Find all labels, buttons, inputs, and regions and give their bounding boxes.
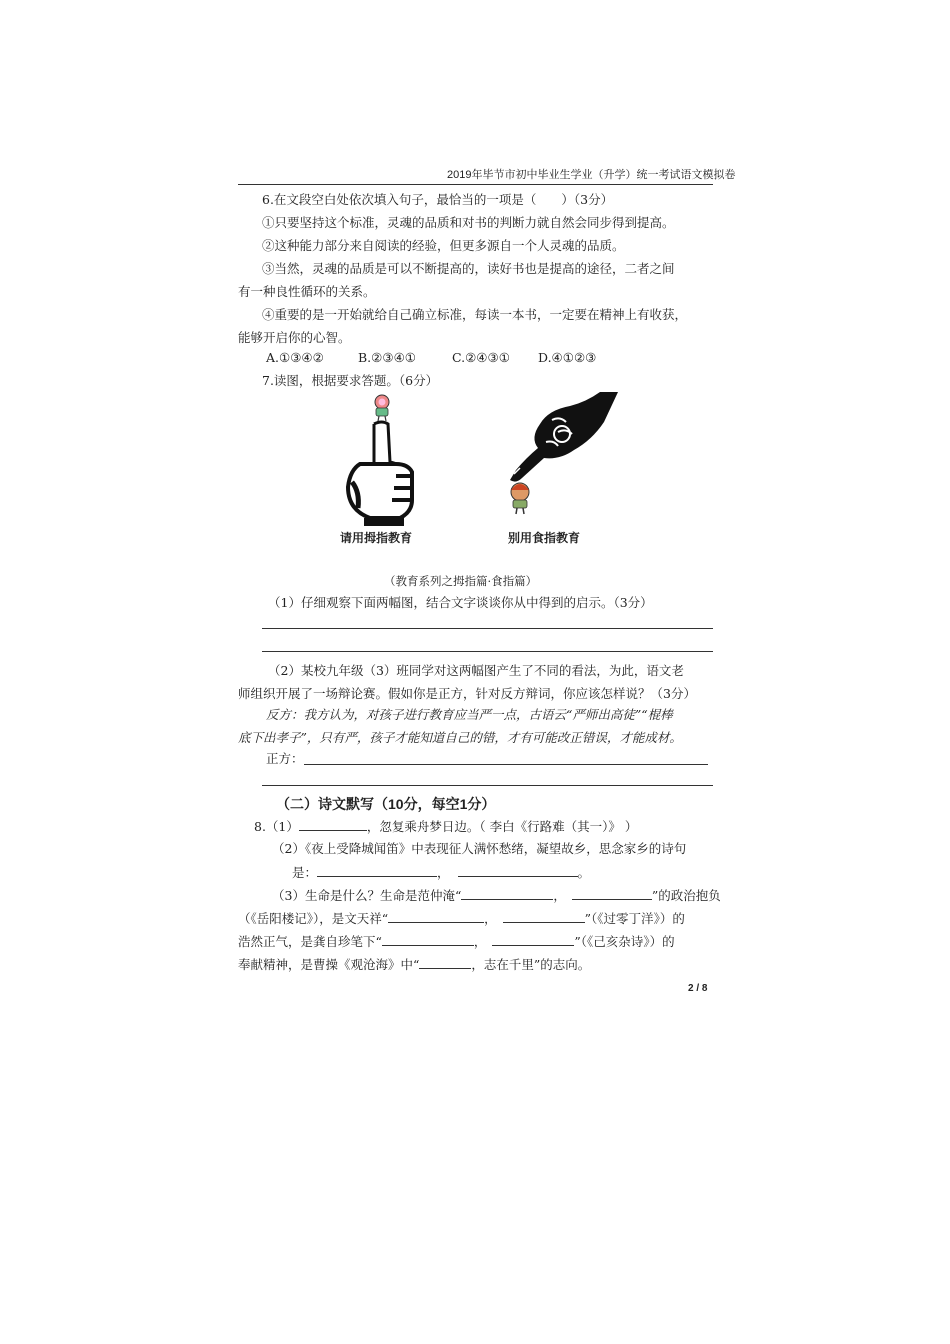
page-number: 2 / 8 <box>688 983 708 994</box>
q6-sentence-4a: ④重要的是一开始就给自己确立标准，每读一本书，一定要在精神上有收获， <box>262 307 688 322</box>
q6-stem: 6.在文段空白处依次填入句子，最恰当的一项是（ ）（3分） <box>262 192 614 207</box>
blank-field[interactable] <box>299 818 367 831</box>
q8-line-2b: 是： ， 。 <box>292 865 591 880</box>
q8-line-3a: （3）生命是什么？生命是范仲淹“ ， ”的政治抱负 <box>272 888 721 903</box>
q7-stem: 7.读图，根据要求答题。（6分） <box>262 373 439 388</box>
pointing-finger-illustration <box>500 392 620 517</box>
q6-sentence-3a: ③当然，灵魂的品质是可以不断提高的，读好书也是提高的途径，二者之间 <box>262 261 675 276</box>
q6-option-a: A.①③④② <box>266 350 324 365</box>
q6-option-c: C.②④③① <box>452 350 510 365</box>
blank-field[interactable] <box>382 933 474 946</box>
blank-field[interactable] <box>388 910 484 923</box>
blank-field[interactable] <box>317 864 437 877</box>
image-caption-thumb: 请用拇指教育 <box>340 531 413 545</box>
blank-field[interactable] <box>503 910 585 923</box>
opponent-argument-a: 反方：我方认为，对孩子进行教育应当严一点，古语云“严师出高徒”“棍棒 <box>266 707 673 722</box>
q6-sentence-1: ①只要坚持这个标准，灵魂的品质和对书的判断力就自然会同步得到提高。 <box>262 215 675 230</box>
q8-line-3c: 浩然正气，是龚自珍笔下“ ， ”（《己亥杂诗》）的 <box>238 934 675 949</box>
q8-line-3b: （《岳阳楼记》），是文天祥“ ， ”（《过零丁洋》）的 <box>238 911 685 926</box>
q6-sentence-3b: 有一种良性循环的关系。 <box>238 284 376 299</box>
q8-line-2a: （2）《夜上受降城闻笛》中表现征人满怀愁绪，凝望故乡，思念家乡的诗句 <box>272 841 687 856</box>
exam-header: 2019年毕节市初中毕业生学业（升学）统一考试语文模拟卷 <box>447 169 736 181</box>
q7-sub2a: （2）某校九年级（3）班同学对这两幅图产生了不同的看法，为此，语文老 <box>268 663 684 678</box>
section-title: （二）诗文默写（10分，每空1分） <box>276 796 496 812</box>
answer-line[interactable] <box>262 651 713 652</box>
child-figure-icon <box>375 395 389 421</box>
opponent-argument-b: 底下出孝子”，只有严，孩子才能知道自己的错，才有可能改正错误，才能成材。 <box>238 730 682 745</box>
q7-sub1: （1）仔细观察下面两幅图，结合文字谈谈你从中得到的启示。（3分） <box>268 595 653 610</box>
blank-field[interactable] <box>461 887 553 900</box>
q7-sub2b: 师组织开展了一场辩论赛。假如你是正方，针对反方辩词，你应该怎样说？（3分） <box>238 686 696 701</box>
blank-field[interactable] <box>458 864 578 877</box>
answer-line[interactable] <box>262 628 713 629</box>
q6-option-d: D.④①②③ <box>538 350 597 365</box>
image-caption-finger: 别用食指教育 <box>508 531 581 545</box>
proponent-label: 正方： <box>266 751 304 766</box>
answer-line[interactable] <box>262 785 713 786</box>
thumbs-up-illustration <box>330 392 435 527</box>
blank-field[interactable] <box>492 933 574 946</box>
q6-option-b: B.②③④① <box>358 350 416 365</box>
blank-field[interactable] <box>572 887 652 900</box>
header-rule <box>238 184 713 185</box>
q6-sentence-2: ②这种能力部分来自阅读的经验，但更多源自一个人灵魂的品质。 <box>262 238 625 253</box>
blank-field[interactable] <box>419 956 471 969</box>
q6-sentence-4b: 能够开启你的心智。 <box>238 330 351 345</box>
q8-line-3d: 奉献精神，是曹操《观沧海》中“ ，志在千里”的志向。 <box>238 957 591 972</box>
answer-line[interactable] <box>304 764 708 765</box>
series-caption: （教育系列之拇指篇·食指篇） <box>384 574 538 588</box>
child-figure-icon <box>511 483 529 514</box>
q8-line-1: 8.（1） ，忽复乘舟梦日边。（ 李白《行路难（其一）》 ） <box>254 819 638 834</box>
